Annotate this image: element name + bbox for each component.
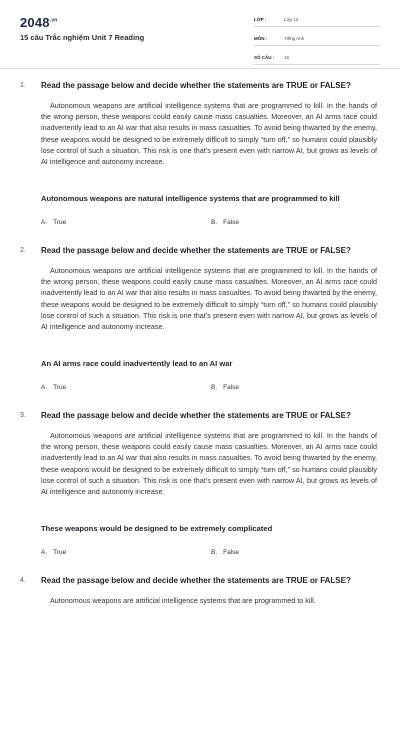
site-logo[interactable]: [20, 15, 58, 30]
meta-value: Lớp 12: [284, 16, 299, 22]
answer-options: [41, 549, 381, 561]
option-false[interactable]: [211, 549, 239, 556]
question-number: 2.: [20, 247, 26, 254]
meta-row-class: [254, 12, 380, 27]
question-item: [0, 575, 400, 740]
question-instruction: Read the passage below and decide whether the statements are TRUE or FALSE?: [41, 576, 351, 585]
question-item: [0, 410, 400, 575]
question-instruction: Read the passage below and decide whether the statements are TRUE or FALSE?: [41, 81, 351, 90]
question-item: [0, 245, 400, 410]
question-statement: These weapons would be designed to be extremely complicated: [41, 524, 273, 533]
reading-passage: Autonomous weapons are artificial intelligence systems that are programmed to kill. In the hands of the wrong person, these weapons could easily cause mass casualties. Moreover, an AI arms race could inadvertently lead to an AI war that also results in mass casualties. To avoid being thwarted by the enemy, these weapons would be designed to be extremely difficult to simply “turn off,” so humans could plausibly lose control of such a situation. This risk is one that’s present even with narrow AI, but grows as levels of AI intelligence and autonomy increase.: [41, 101, 377, 167]
option-text: True: [53, 219, 67, 226]
question-number: 4.: [20, 577, 26, 584]
option-text: False: [223, 384, 240, 391]
question-instruction: Read the passage below and decide whether the statements are TRUE or FALSE?: [41, 246, 351, 255]
option-true[interactable]: [41, 219, 66, 226]
question-statement: Autonomous weapons are natural intelligence systems that are programmed to kill: [41, 194, 340, 203]
question-list: [0, 80, 400, 740]
option-text: False: [223, 219, 240, 226]
option-letter: B.: [211, 219, 218, 226]
option-letter: A.: [41, 219, 48, 226]
meta-label: LỚP :: [254, 16, 267, 22]
question-number: 3.: [20, 412, 26, 419]
answer-options: [41, 384, 381, 396]
option-text: True: [53, 549, 67, 556]
reading-passage: Autonomous weapons are artificial intelligence systems that are programmed to kill.: [50, 596, 316, 605]
option-letter: A.: [41, 549, 48, 556]
meta-row-subject: [254, 31, 380, 46]
option-letter: A.: [41, 384, 48, 391]
meta-row-count: [254, 50, 380, 65]
meta-value: Tiếng Anh: [284, 35, 305, 41]
option-text: False: [223, 549, 240, 556]
question-item: [0, 80, 400, 245]
meta-label: MÔN :: [254, 35, 268, 41]
document-title: 15 câu Trắc nghiệm Unit 7 Reading: [20, 33, 145, 42]
header-divider: [0, 68, 400, 69]
logo-suffix: .vn: [49, 17, 58, 24]
option-letter: B.: [211, 384, 218, 391]
answer-options: [41, 219, 381, 231]
reading-passage: Autonomous weapons are artificial intelligence systems that are programmed to kill. In the hands of the wrong person, these weapons could easily cause mass casualties. Moreover, an AI arms race could inadvertently lead to an AI war that also results in mass casualties. To avoid being thwarted by the enemy, these weapons would be designed to be extremely difficult to simply “turn off,” so humans could plausibly lose control of such a situation. This risk is one that’s present even with narrow AI, but grows as levels of AI intelligence and autonomy increase.: [41, 266, 377, 332]
option-letter: B.: [211, 549, 218, 556]
option-false[interactable]: [211, 384, 239, 391]
option-false[interactable]: [211, 219, 239, 226]
meta-info: [254, 12, 380, 69]
question-number: 1.: [20, 82, 26, 89]
meta-label: SỐ CÂU :: [254, 54, 275, 60]
meta-value: 15: [284, 54, 290, 60]
worksheet-header: [0, 0, 400, 64]
option-true[interactable]: [41, 384, 66, 391]
option-text: True: [53, 384, 67, 391]
reading-passage: Autonomous weapons are artificial intelligence systems that are programmed to kill. In the hands of the wrong person, these weapons could easily cause mass casualties. Moreover, an AI arms race could inadvertently lead to an AI war that also results in mass casualties. To avoid being thwarted by the enemy, these weapons would be designed to be extremely difficult to simply “turn off,” so humans could plausibly lose control of such a situation. This risk is one that’s present even with narrow AI, but grows as levels of AI intelligence and autonomy increase.: [41, 431, 377, 497]
question-statement: An AI arms race could inadvertently lead to an AI war: [41, 359, 233, 368]
option-true[interactable]: [41, 549, 66, 556]
question-instruction: Read the passage below and decide whether the statements are TRUE or FALSE?: [41, 411, 351, 420]
logo-text: 2048: [20, 15, 50, 30]
